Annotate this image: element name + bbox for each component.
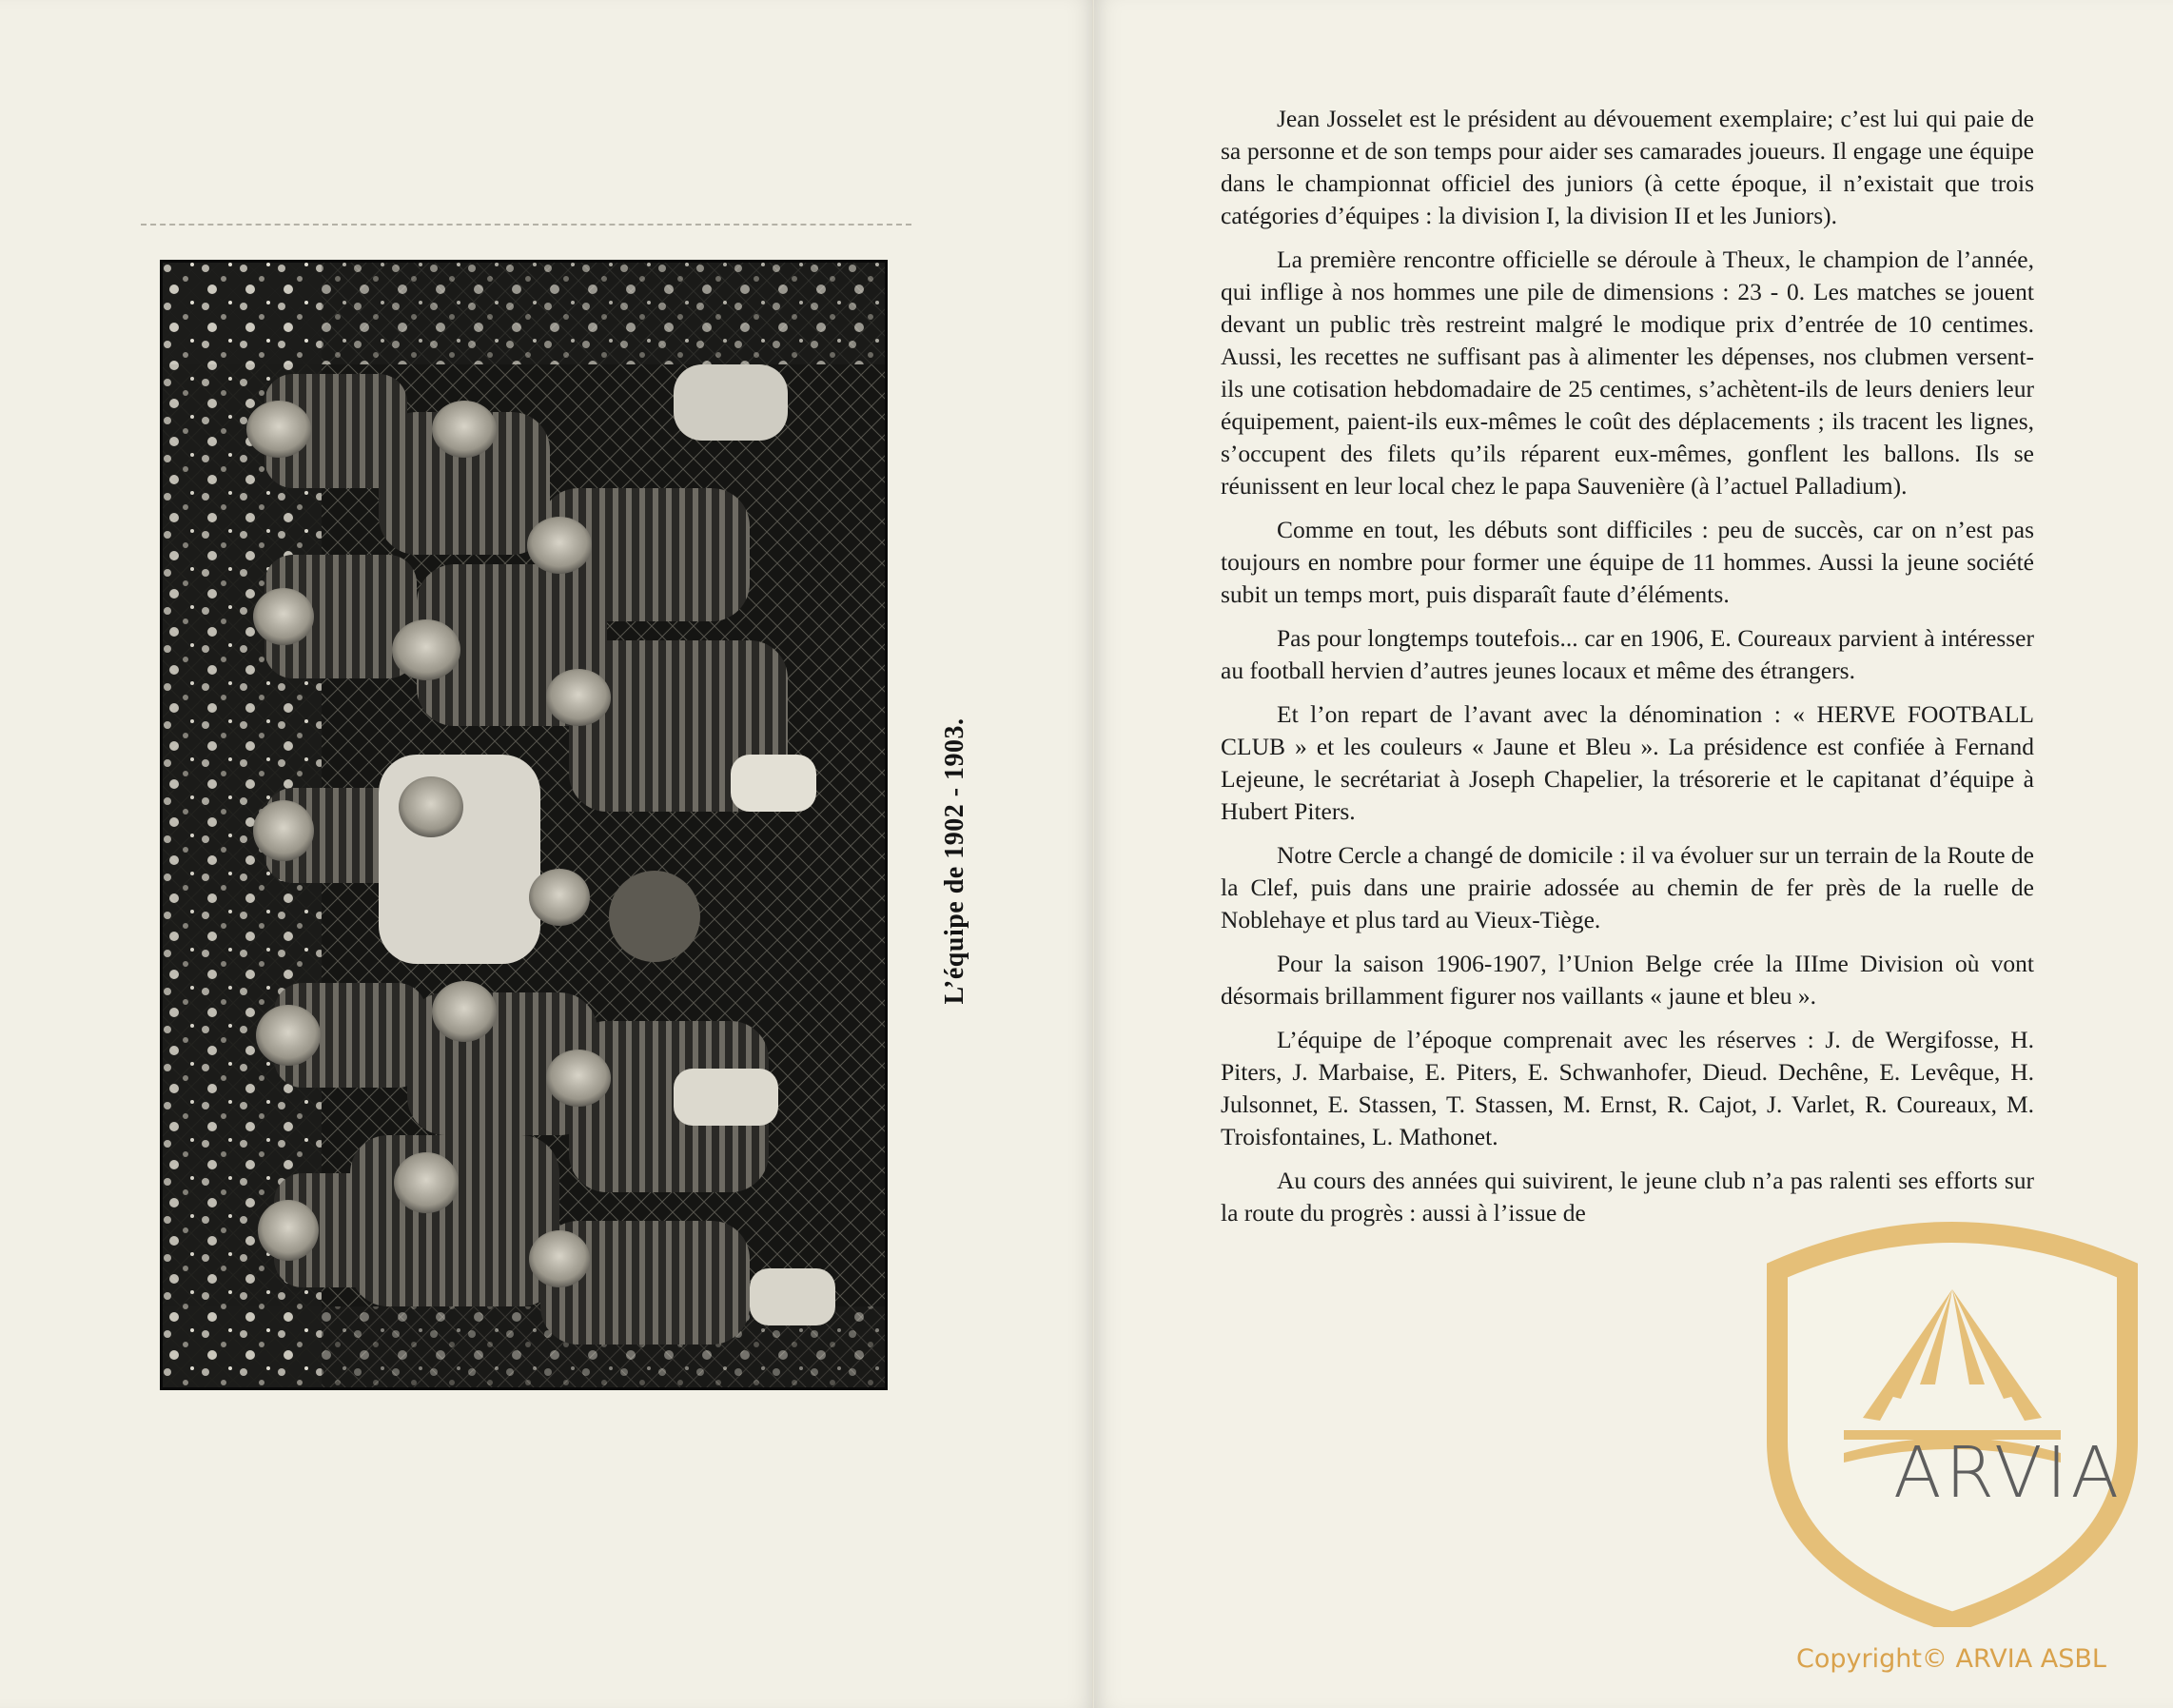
- paragraph: L’équipe de l’époque comprenait avec les réserves : J. de Wergifosse, H. Piters, J. Marbaise, E. Piters, E. Schwanhofer, Dieud. Dechêne, E. Levêque, H. Julsonnet, E. Stassen, T. Stassen, M. Ernst, R. Cajot, J. Varlet, R. Coureaux, M. Troisfontaines, L. Mathonet.: [1221, 1026, 2034, 1150]
- arvia-shield-logo: [1758, 1204, 2146, 1627]
- team-photo: [160, 260, 888, 1390]
- paragraph: Comme en tout, les débuts sont difficiles : peu de succès, car on n’est pas toujours en nombre pour former une équipe de 11 hommes. Aussi la jeune société subit un temps mort, puis disparaît faute d’éléments.: [1221, 516, 2034, 608]
- article-text: [1221, 103, 2034, 1241]
- watermark-label: ARVIA: [1893, 1432, 2124, 1514]
- paragraph: Au cours des années qui suivirent, le jeune club n’a pas ralenti ses efforts sur la route du progrès : aussi à l’issue de: [1221, 1167, 2034, 1227]
- photo-caption: L’équipe de 1902 - 1903.: [940, 717, 969, 1005]
- paragraph: La première rencontre officielle se déroule à Theux, le champion de l’année, qui inflige à nos hommes une pile de dimensions : 23 - 0. Les matches se jouent devant un public très restreint malgré le modique prix d’entrée de 10 centimes. Aussi, les recettes ne suffisant pas à alimenter les dépenses, nos clubmen versent-ils une cotisation hebdomadaire de 25 centimes, s’achètent-ils de leurs deniers leur équipement, paient-ils eux-mêmes le coût des déplacements ; ils tracent les lignes, s’occupent des filets qu’ils réparent eux-mêmes, gonflent les ballons. Ils se réunissent en leur local chez le papa Sauvenière (à l’actuel Palladium).: [1221, 245, 2034, 500]
- paragraph: Pour la saison 1906-1907, l’Union Belge crée la IIIme Division où vont désormais brillamment figurer nos vaillants « jaune et bleu ».: [1221, 950, 2034, 1010]
- dashed-rule: [141, 224, 911, 226]
- paragraph: Jean Josselet est le président au dévouement exemplaire; c’est lui qui paie de sa personne et de son temps pour aider ses camarades joueurs. Il engage une équipe dans le championnat officiel des juniors (à cette époque, il n’existait que trois catégories d’équipes : la division I, la division II et les Juniors).: [1221, 105, 2034, 229]
- paragraph: Pas pour longtemps toutefois... car en 1906, E. Coureaux parvient à intéresser au football hervien d’autres jeunes locaux et même des étrangers.: [1221, 624, 2034, 684]
- copyright-notice: Copyright© ARVIA ASBL: [1796, 1644, 2106, 1674]
- paragraph: Notre Cercle a changé de domicile : il va évoluer sur un terrain de la Route de la Clef, puis dans une prairie adossée au chemin de fer près de la ruelle de Noblehaye et plus tard au Vieux-Tiège.: [1221, 841, 2034, 933]
- team-photo-illustration: [160, 260, 888, 1390]
- paragraph: Et l’on repart de l’avant avec la dénomination : « HERVE FOOTBALL CLUB » et les couleurs « Jaune et Bleu ». La présidence est confiée à Fernand Lejeune, le secrétariat à Joseph Chapelier, la trésorerie et le capitanat d’équipe à Hubert Piters.: [1221, 700, 2034, 825]
